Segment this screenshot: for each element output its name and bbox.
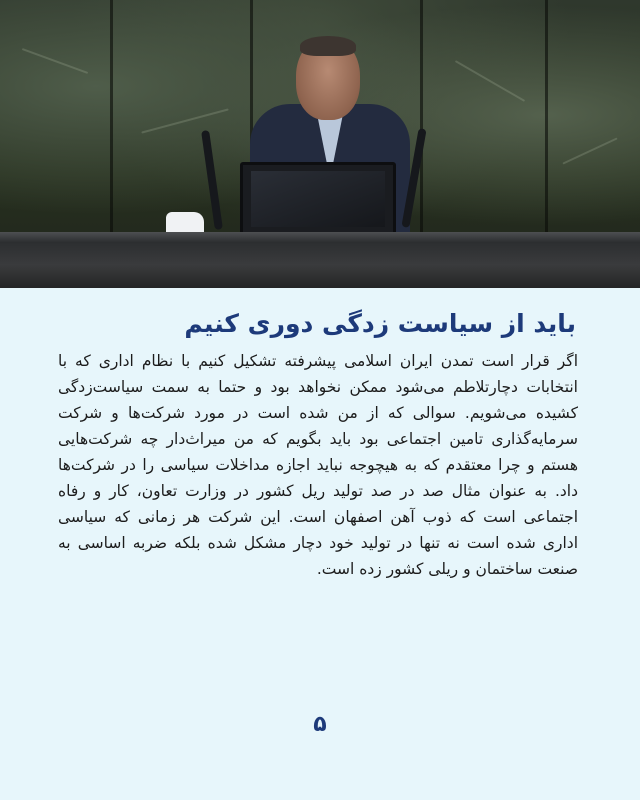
- podium-monitor: [240, 162, 396, 240]
- wall-panel-seam: [110, 0, 113, 235]
- speaker-photo: [0, 0, 640, 288]
- monitor-screen: [251, 171, 385, 227]
- wall-panel-seam: [420, 0, 423, 235]
- wall-panel-seam: [545, 0, 548, 235]
- article-title: باید از سیاست زدگی دوری کنیم: [184, 309, 576, 338]
- microphone-left: [201, 130, 223, 230]
- marble-vein: [455, 60, 525, 102]
- marble-vein: [22, 48, 88, 74]
- article-body: اگر قرار است تمدن ایران اسلامی پیشرفته تشکیل کنیم با نظام اداری که با انتخابات دچارتلاطم می‌شود ممکن نخواهد بود و حتما به سمت سیاست‌زدگی کشیده می‌شویم. سوالی که از من شده است در مورد شرکت‌ها و شرکت سرمایه‌گذاری تامین اجتماعی بود باید بگویم که من میراث‌دار چه شرکت‌هایی هستم و چرا معتقدم که به هیچوجه نباید اجازه مداخلات سیاسی را در شرکت‌ها داد. به عنوان مثال صد در صد تولید ریل کشور در وزارت تعاون، کار و رفاه اجتماعی است که ذوب آهن اصفهان است. این شرکت هر زمانی که سیاسی اداری شده است نه تنها در تولید خود دچار مشکل شده بلکه ضربه اساسی به صنعت ساختمان و ریلی کشور زده است.: [58, 352, 578, 578]
- page-number: ۵: [313, 712, 327, 737]
- podium-desk-top: [0, 232, 640, 242]
- podium-desk-front: [0, 242, 640, 288]
- marble-vein: [141, 108, 228, 133]
- speaker-hair: [300, 36, 356, 56]
- marble-vein: [562, 137, 617, 164]
